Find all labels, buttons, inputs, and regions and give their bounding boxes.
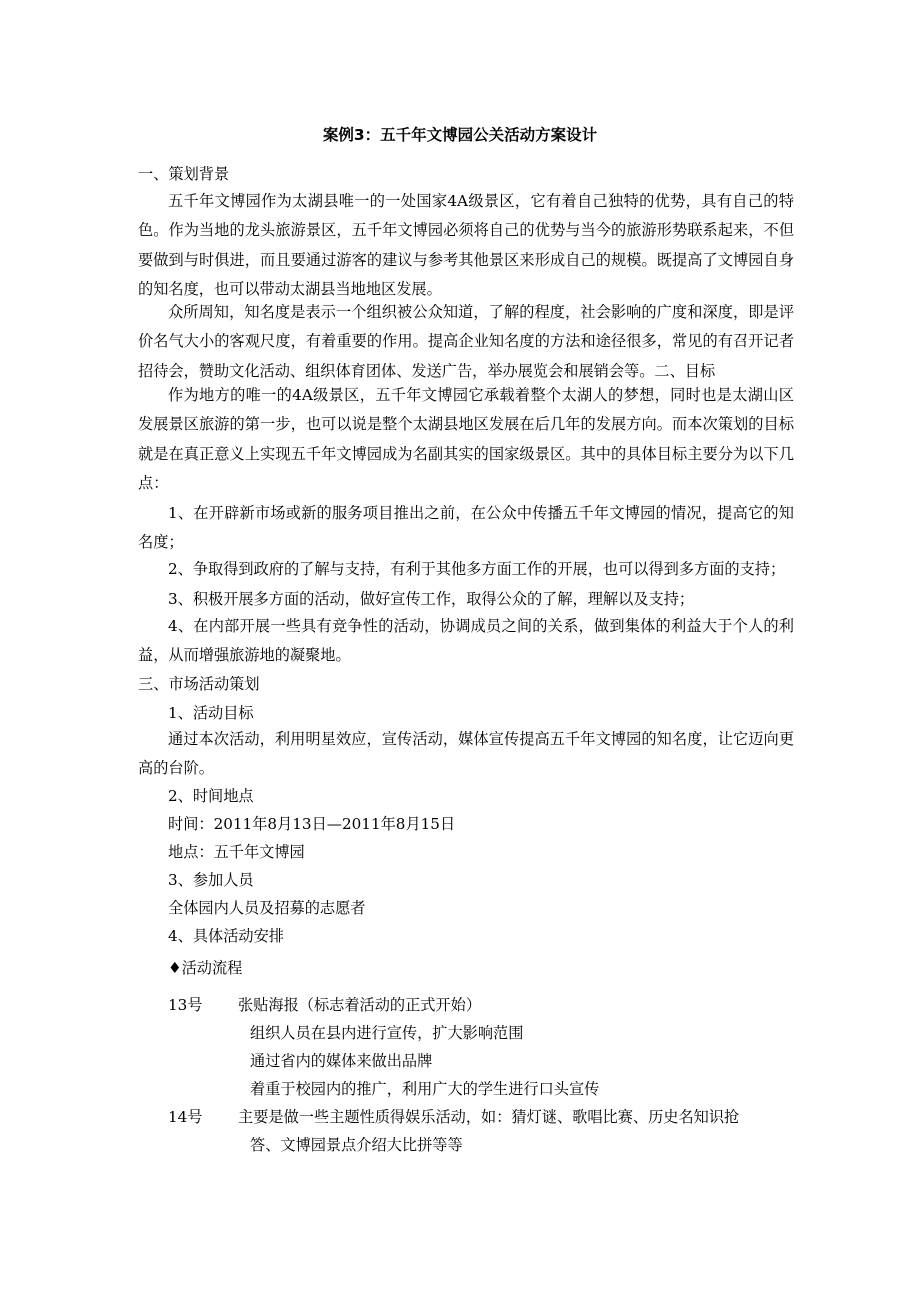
document-title: 案例3：五千年文博园公关活动方案设计 — [322, 126, 598, 144]
background-paragraph-2: 众所周知，知名度是表示一个组织被公众知道，了解的程度，社会影响的广度和深度，即是评价名气大小的客观尺度，有着重要的作用。提高企业知名度的方法和途径很多，常见的有召开记者招待会，赞助文化活动、组织体育团体、发送广告，举办展览会和展销会等。二、目标 — [138, 303, 794, 380]
activity-flow-heading: ♦活动流程 — [168, 959, 243, 977]
schedule-item: 通过省内的媒体来做出品牌 — [250, 1052, 433, 1070]
schedule-day-13: 13号 — [168, 996, 203, 1014]
background-paragraph-1: 五千年文博园作为太湖县唯一的一处国家4A级景区，它有着自己独特的优势，具有自己的特色。作为当地的龙头旅游景区，五千年文博园必须将自己的优势与当今的旅游形势联系起来，不但要做到与时俱进，而且要通过游客的建议与参考其他景区来形成自己的规模。既提高了文博园自身的知名度，也可以带动太湖县当地地区发展。 — [138, 192, 794, 298]
participants-text: 全体园内人员及招募的志愿者 — [168, 899, 366, 917]
goal-item-4: 4、在内部开展一些具有竞争性的活动，协调成员之间的关系，做到集体的利益大于个人的利益，从而增强旅游地的凝聚地。 — [138, 617, 794, 665]
subheading-time-place: 2、时间地点 — [168, 787, 254, 805]
schedule-item: 组织人员在县内进行宣传，扩大影响范围 — [250, 1024, 524, 1042]
goal-item-1: 1、在开辟新市场或新的服务项目推出之前，在公众中传播五千年文博园的情况，提高它的知名度； — [138, 504, 794, 552]
schedule-item: 着重于校园内的推广，利用广大的学生进行口头宣传 — [250, 1080, 600, 1098]
section-heading-market-activity: 三、市场活动策划 — [138, 675, 260, 693]
activity-place: 地点：五千年文博园 — [168, 843, 305, 861]
activity-goal-text: 通过本次活动，利用明星效应，宣传活动，媒体宣传提高五千年文博园的知名度，让它迈向更高的台阶。 — [138, 730, 794, 778]
schedule-day-14: 14号 — [168, 1108, 203, 1126]
goal-item-2: 2、争取得到政府的了解与支持，有利于其他多方面工作的开展，也可以得到多方面的支持； — [168, 560, 786, 578]
subheading-activity-goal: 1、活动目标 — [168, 704, 254, 722]
subheading-participants: 3、参加人员 — [168, 871, 254, 889]
activity-time: 时间：2011年8月13日—2011年8月15日 — [168, 815, 456, 833]
schedule-item: 主要是做一些主题性质得娱乐活动，如：猜灯谜、歌唱比赛、历史名知识抢 — [238, 1108, 740, 1126]
goal-item-3: 3、积极开展多方面的活动，做好宣传工作，取得公众的了解，理解以及支持； — [168, 590, 695, 608]
subheading-schedule: 4、具体活动安排 — [168, 927, 284, 945]
schedule-item: 张贴海报（标志着活动的正式开始） — [238, 996, 481, 1014]
schedule-item: 答、文博园景点介绍大比拼等等 — [250, 1136, 463, 1154]
section-heading-background: 一、策划背景 — [138, 165, 230, 183]
goals-paragraph: 作为地方的唯一的4A级景区，五千年文博园它承载着整个太湖人的梦想，同时也是太湖山区发展景区旅游的第一步，也可以说是整个太湖县地区发展在后几年的发展方向。而本次策划的目标就是在真正意义上实现五千年文博园成为名副其实的国家级景区。其中的具体目标主要分为以下几点： — [138, 386, 794, 492]
